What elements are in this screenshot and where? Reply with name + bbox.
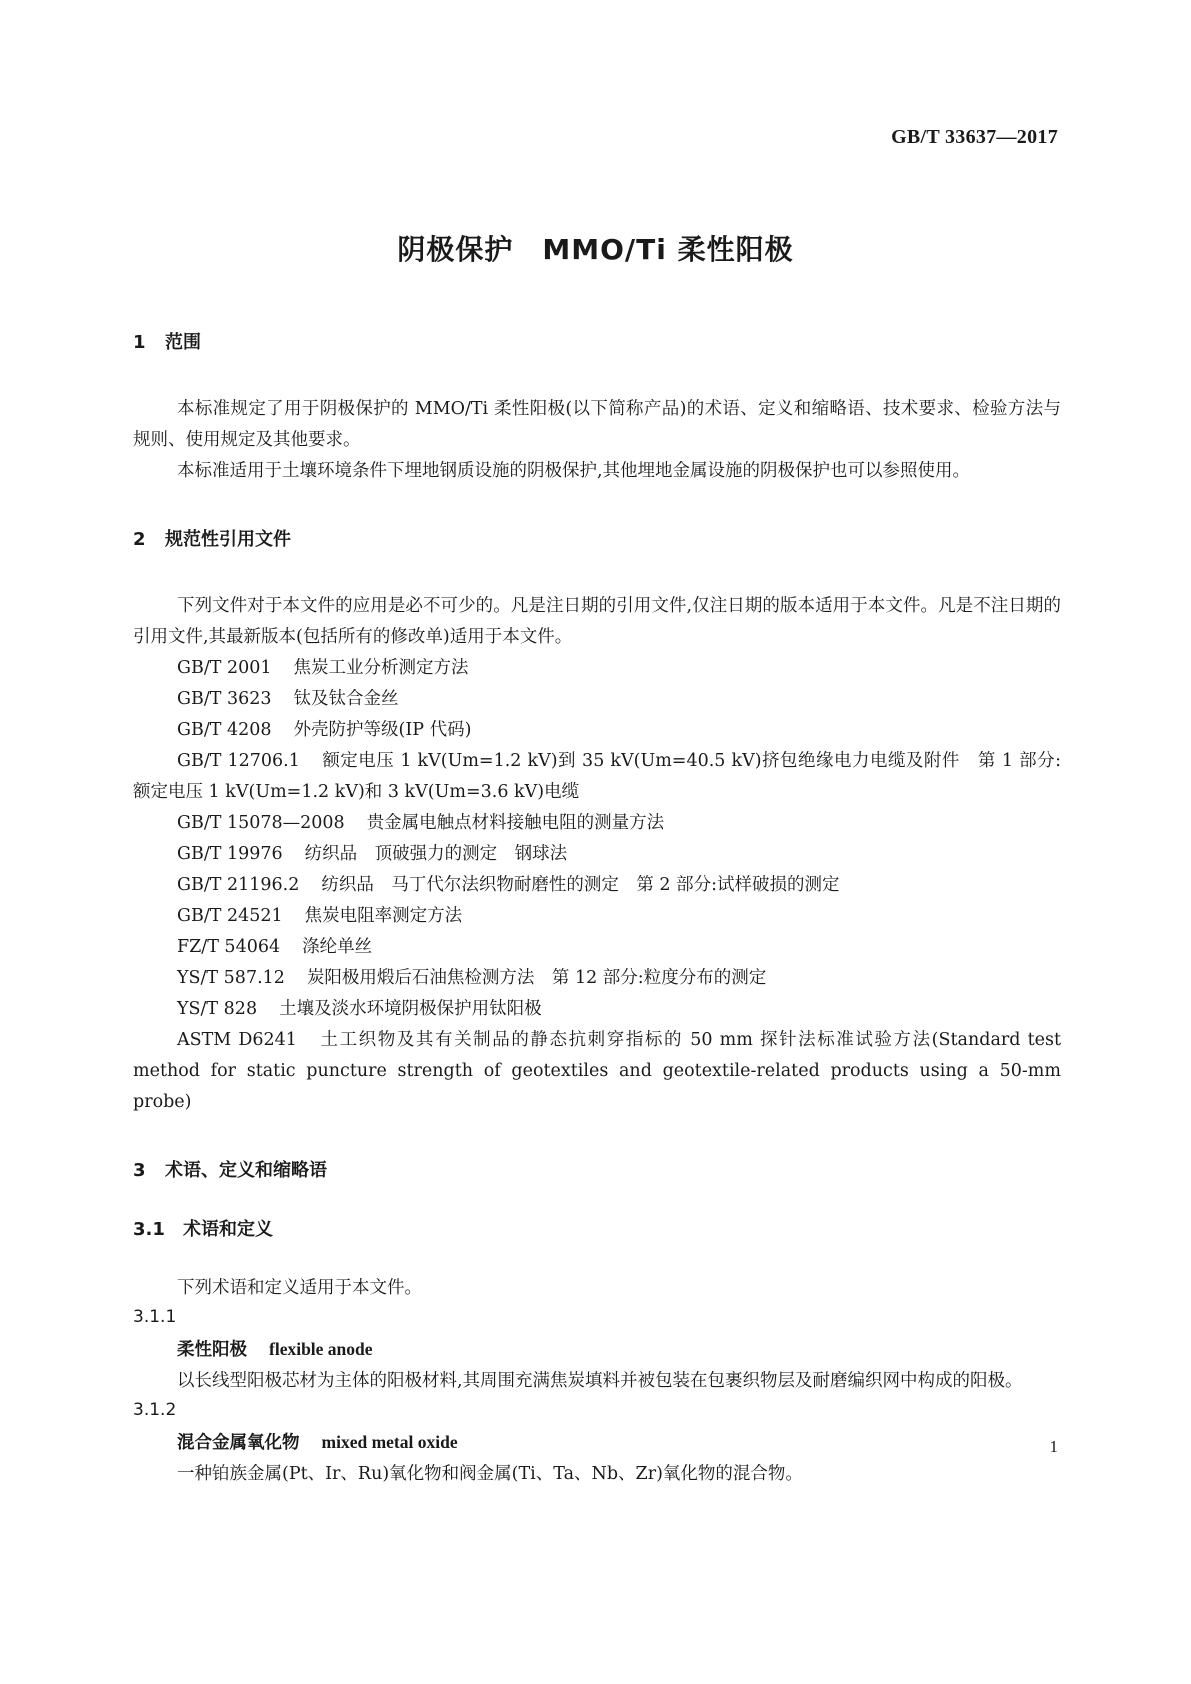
subsection-title: 术语和定义 bbox=[183, 1219, 273, 1240]
reference-code: GB/T 12706.1 bbox=[177, 751, 300, 771]
section-title: 术语、定义和缩略语 bbox=[165, 1160, 327, 1181]
reference-code: FZ/T 54064 bbox=[177, 937, 281, 957]
reference-code: ASTM D6241 bbox=[177, 1030, 297, 1050]
subsection-heading bbox=[133, 1217, 1061, 1243]
reference-item bbox=[133, 808, 1061, 839]
reference-title: 钛及钛合金丝 bbox=[293, 689, 399, 709]
reference-title: 土壤及淡水环境阴极保护用钛阳极 bbox=[279, 999, 542, 1019]
page-number: 1 bbox=[1049, 1437, 1058, 1456]
reference-code: GB/T 2001 bbox=[177, 658, 272, 678]
reference-item bbox=[133, 901, 1061, 932]
paragraph: 下列文件对于本文件的应用是必不可少的。凡是注日期的引用文件,仅注日期的版本适用于本文件。凡是不注日期的引用文件,其最新版本(包括所有的修改单)适用于本文件。 bbox=[133, 596, 1061, 647]
reference-title: 纺织品 马丁代尔法织物耐磨性的测定 第 2 部分:试样破损的测定 bbox=[321, 875, 840, 895]
document-body bbox=[133, 330, 1061, 1490]
reference-title: 焦炭电阻率测定方法 bbox=[304, 906, 463, 926]
section-number: 3 bbox=[133, 1160, 146, 1181]
reference-title: 贵金属电触点材料接触电阻的测量方法 bbox=[366, 813, 665, 833]
reference-code: YS/T 828 bbox=[177, 999, 258, 1019]
section-heading-normative-references bbox=[133, 527, 1061, 553]
section-heading-terms bbox=[133, 1158, 1061, 1184]
reference-code: YS/T 587.12 bbox=[177, 968, 285, 988]
reference-item bbox=[133, 870, 1061, 901]
reference-code: GB/T 24521 bbox=[177, 906, 283, 926]
reference-title: 炭阳极用煅后石油焦检测方法 第 12 部分:粒度分布的测定 bbox=[306, 968, 767, 988]
reference-title: 涤纶单丝 bbox=[302, 937, 373, 957]
reference-item bbox=[133, 994, 1061, 1025]
reference-item bbox=[133, 1025, 1061, 1118]
reference-item bbox=[133, 932, 1061, 963]
reference-item bbox=[133, 746, 1061, 808]
term-heading bbox=[133, 1427, 1061, 1459]
reference-code: GB/T 3623 bbox=[177, 689, 272, 709]
paragraph: 本标准规定了用于阴极保护的 MMO/Ti 柔性阳极(以下简称产品)的术语、定义和缩略语、技术要求、检验方法与规则、使用规定及其他要求。 bbox=[133, 399, 1061, 450]
reference-title: 外壳防护等级(IP 代码) bbox=[293, 720, 472, 740]
term-en: mixed metal oxide bbox=[321, 1432, 458, 1452]
reference-title: 焦炭工业分析测定方法 bbox=[293, 658, 469, 678]
reference-item bbox=[133, 963, 1061, 994]
reference-title: 土工织物及其有关制品的静态抗刺穿指标的 50 mm 探针法标准试验方法(Standard test method for static puncture strength of geotextiles and geotextile-related products using a 50-mm probe) bbox=[133, 1030, 1061, 1112]
section-title: 范围 bbox=[165, 332, 201, 353]
reference-title: 额定电压 1 kV(Um=1.2 kV)到 35 kV(Um=40.5 kV)挤包绝缘电力电缆及附件 第 1 部分:额定电压 1 kV(Um=1.2 kV)和 3 kV(Um=3.6 kV)电缆 bbox=[133, 751, 1061, 802]
paragraph: 本标准适用于土壤环境条件下埋地钢质设施的阴极保护,其他埋地金属设施的阴极保护也可以参照使用。 bbox=[177, 461, 971, 481]
reference-code: GB/T 19976 bbox=[177, 844, 283, 864]
subsection-number: 3.1 bbox=[133, 1219, 165, 1240]
reference-item bbox=[133, 715, 1061, 746]
reference-code: GB/T 21196.2 bbox=[177, 875, 300, 895]
term-definition: 以长线型阳极芯材为主体的阳极材料,其周围充满焦炭填料并被包装在包裹织物层及耐磨编织网中构成的阳极。 bbox=[177, 1371, 1023, 1391]
section-number: 1 bbox=[133, 332, 146, 353]
term-number: 3.1.2 bbox=[133, 1400, 177, 1420]
standard-number: GB/T 33637—2017 bbox=[891, 126, 1058, 148]
reference-item bbox=[133, 684, 1061, 715]
section-heading-scope bbox=[133, 330, 1061, 356]
document-title: 阴极保护 MMO/Ti 柔性阳极 bbox=[397, 233, 794, 266]
term-number: 3.1.1 bbox=[133, 1307, 177, 1327]
term-definition: 一种铂族金属(Pt、Ir、Ru)氧化物和阀金属(Ti、Ta、Nb、Zr)氧化物的混合物。 bbox=[177, 1464, 803, 1484]
term-cn: 混合金属氧化物 bbox=[177, 1433, 300, 1453]
term-cn: 柔性阳极 bbox=[177, 1340, 247, 1360]
reference-code: GB/T 15078—2008 bbox=[177, 813, 345, 833]
paragraph: 下列术语和定义适用于本文件。 bbox=[177, 1278, 422, 1298]
section-number: 2 bbox=[133, 529, 146, 550]
reference-code: GB/T 4208 bbox=[177, 720, 272, 740]
term-heading bbox=[133, 1334, 1061, 1366]
reference-item bbox=[133, 839, 1061, 870]
section-title: 规范性引用文件 bbox=[165, 529, 291, 550]
term-en: flexible anode bbox=[269, 1339, 373, 1359]
reference-title: 纺织品 顶破强力的测定 钢球法 bbox=[304, 844, 568, 864]
reference-item bbox=[133, 653, 1061, 684]
